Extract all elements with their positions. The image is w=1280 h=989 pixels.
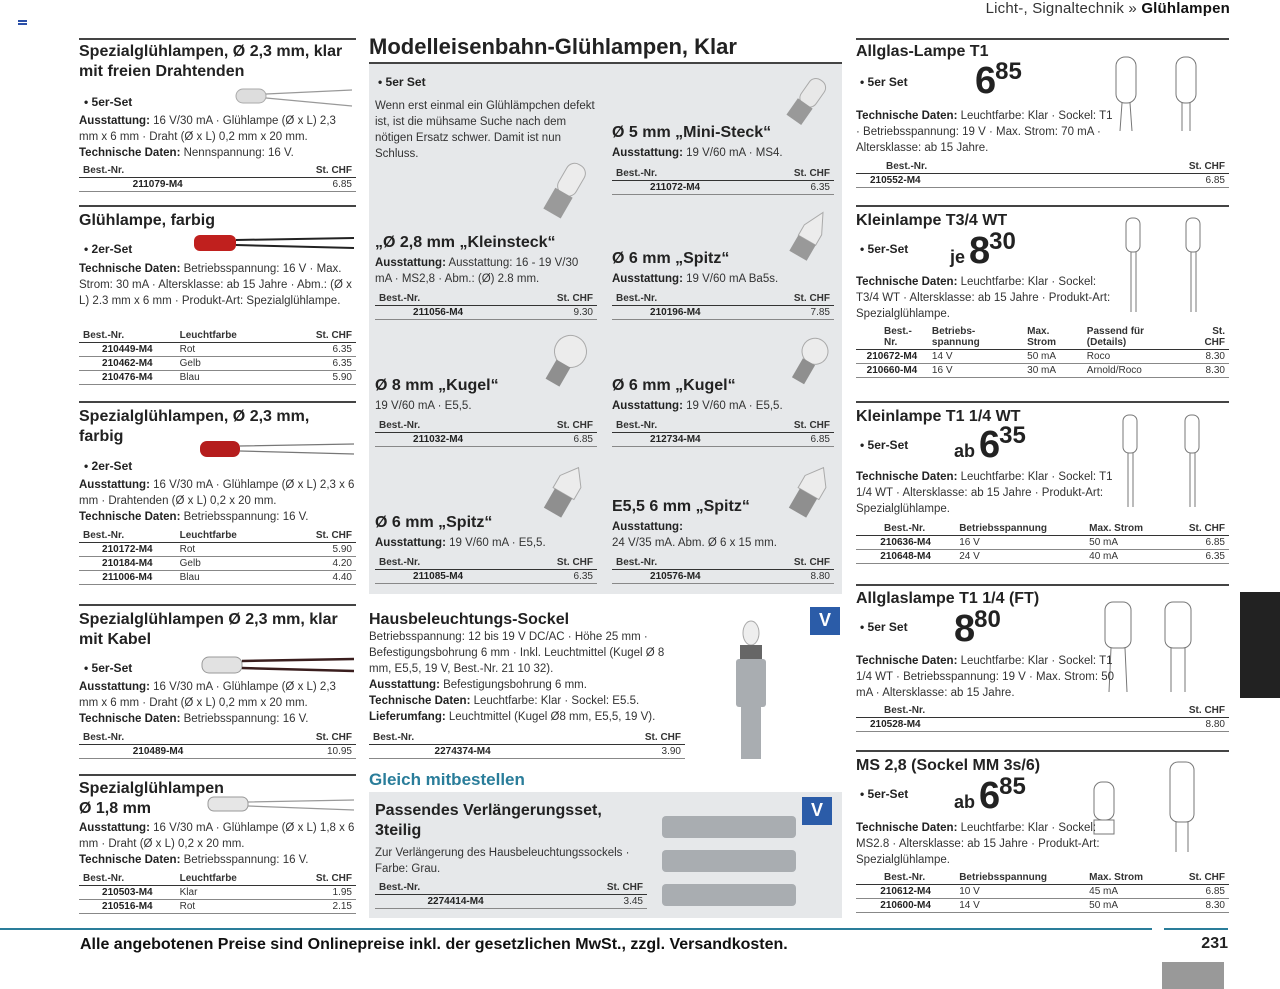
set-label: • 5er Set — [378, 75, 426, 89]
lamp-wire-clear-image — [232, 86, 356, 110]
lamp-cell: Ø 5 mm „Mini-Steck“ Ausstattung: 19 V/60 mA · MS4. — [612, 123, 834, 161]
product-title: MS 2,8 (Sockel MM 3s/6) — [856, 757, 1041, 774]
set-label: • 2er-Set — [84, 459, 132, 473]
product-title: Allglas-Lampe T1 — [856, 43, 989, 60]
table-row[interactable]: 210476-M4 Blau 5.90 — [79, 371, 356, 385]
table-row[interactable]: 210672-M4 14 V 50 mA Roco 8.30 — [856, 350, 1229, 364]
set-label: • 5er-Set — [860, 438, 908, 452]
chapter-tab — [1240, 592, 1280, 698]
page-number: 231 — [1201, 935, 1228, 952]
table-row[interactable]: 210184-M4 Gelb 4.20 — [79, 557, 356, 571]
lamp-cable-image — [198, 652, 358, 680]
lamp-t114-drawing — [1115, 405, 1230, 513]
order-table: Best.-Nr. St. CHF 210196-M4 7.85 — [612, 292, 834, 320]
table-row[interactable]: 211006-M4 Blau 4.40 — [79, 571, 356, 585]
lamp-red-image — [190, 230, 358, 258]
table-row[interactable]: 210600-M4 14 V 50 mA 8.30 — [856, 899, 1229, 913]
order-table: Best.-Nr. Leuchtfarbe St. CHF 210449-M4 Rot 6.35 210462-M4 Gelb 6.35 210476-M4 Blau 5.90 — [79, 329, 356, 385]
product-title: Passendes Verlängerungsset, 3teilig — [375, 802, 602, 839]
order-table: Best.-Nr. St. CHF 2274374-M4 3.90 — [369, 731, 685, 759]
lamp-title: Ø 6 mm „Spitz“ — [612, 250, 730, 267]
product-title: Spezialglühlampen Ø 2,3 mm, klar mit Kabel — [79, 611, 338, 648]
table-row[interactable]: 2274374-M4 3.90 — [369, 745, 685, 759]
table-row[interactable]: 210648-M4 24 V 40 mA 6.35 — [856, 550, 1229, 564]
table-row[interactable]: 211072-M4 6.35 — [612, 181, 834, 195]
table-row[interactable]: 210516-M4 Rot 2.15 — [79, 900, 356, 914]
set-label: • 5er-Set — [860, 787, 908, 801]
table-row[interactable]: 210462-M4 Gelb 6.35 — [79, 357, 356, 371]
table-row[interactable]: 211085-M4 6.35 — [375, 570, 597, 584]
table-row[interactable]: 210552-M4 6.85 — [856, 174, 1229, 188]
product-title: Spezialglühlampen, Ø 2,3 mm, farbig — [79, 408, 310, 445]
order-table: Best.-Nr. St. CHF 210552-M4 6.85 — [856, 160, 1229, 188]
order-table: Best.-Nr. St. CHF 211072-M4 6.35 — [612, 167, 834, 195]
section-title: Modelleisenbahn-Glühlampen, Klar — [369, 34, 737, 59]
set-label: • 5er-Set — [84, 95, 132, 109]
lamp-t1-drawing — [1110, 45, 1230, 135]
product-description: Technische Daten: Leuchtfarbe: Klar · Sockel: T1 1/4 WT · Betriebsspannung: 19 V · Max. Strom: 50 mA · Altersklasse: ab 15 Jahre. — [856, 655, 1115, 699]
lamp-t34-drawing — [1120, 208, 1230, 318]
lamp-title: Ø 5 mm „Mini-Steck“ — [612, 124, 772, 141]
table-row[interactable]: 211079-M4 6.85 — [79, 178, 356, 192]
lamp-cell: Ø 6 mm „Spitz“ Ausstattung: 19 V/60 mA Ba5s. — [612, 249, 834, 287]
lamp-cell: Ø 6 mm „Spitz“ Ausstattung: 19 V/60 mA · E5,5. — [375, 513, 597, 551]
product-description: Zur Verlängerung des Hausbeleuchtungssockels · Farbe: Grau. — [375, 847, 630, 875]
order-table: Best.-Nr. St. CHF 212734-M4 6.85 — [612, 419, 834, 447]
product-description: Ausstattung: 16 V/30 mA · Glühlampe (Ø x L) 2,3 mm x 6 mm · Draht (Ø x L) 0,2 mm x 20 mm. Technische Daten: Nennspannung: 16 V. — [79, 115, 336, 159]
product-description: Ausstattung: 16 V/30 mA · Glühlampe (Ø x L) 2,3 x 6 mm · Drahtenden (Ø x L) 0,2 x 20 mm. Technische Daten: Betriebsspannung: 16 V. — [79, 479, 355, 523]
table-row[interactable]: 210660-M4 16 V 30 mA Arnold/Roco 8.30 — [856, 364, 1229, 378]
product-title: Spezialglühlampen, Ø 2,3 mm, klar mit freien Drahtenden — [79, 43, 343, 80]
flag-icon — [18, 20, 27, 26]
lamp-red-wire-image — [196, 436, 358, 464]
product-description: Technische Daten: Leuchtfarbe: Klar · Sockel: T1 · Betriebsspannung: 19 V · Max. Strom: 70 mA · Altersklasse: ab 15 Jahre. — [856, 110, 1113, 154]
product-title: Hausbeleuchtungs-Sockel — [369, 611, 570, 628]
product-spezial-klar-draht — [79, 42, 356, 82]
table-row[interactable]: 210503-M4 Klar 1.95 — [79, 886, 356, 900]
table-row[interactable]: 210196-M4 7.85 — [612, 306, 834, 320]
product-description: Technische Daten: Leuchtfarbe: Klar · Sockel: T1 1/4 WT · Altersklasse: ab 15 Jahre · Produkt-Art: Spezialglühlampe. — [856, 471, 1113, 515]
product-description: Technische Daten: Leuchtfarbe: Klar · Sockel: T3/4 WT · Altersklasse: ab 15 Jahre · Produkt-Art: Spezialglühlampe. — [856, 276, 1111, 320]
table-row[interactable]: 2274414-M4 3.45 — [375, 895, 647, 909]
order-table: Best.-Nr. Leuchtfarbe St. CHF 210172-M4 Rot 5.90 210184-M4 Gelb 4.20 211006-M4 Blau 4.40 — [79, 529, 356, 585]
lamp-title: Ø 6 mm „Kugel“ — [612, 377, 736, 394]
lamp-cell: „Ø 2,8 mm „Kleinsteck“ Ausstattung: Ausstattung: 16 - 19 V/30 mA · MS2,8 · Abm.: (Ø) 2.8 mm. — [375, 233, 597, 287]
order-table: Best.-Nr. Betriebs-spannung Max. Strom Passend für (Details) St. CHF 210672-M4 14 V 50 mA Roco 8.30 210660-M4 16 V 30 mA Arnold/Roco 8.30 — [856, 325, 1229, 378]
set-label: • 2er-Set — [84, 242, 132, 256]
table-row[interactable]: 210489-M4 10.95 — [79, 745, 356, 759]
product-description: Ausstattung: 16 V/30 mA · Glühlampe (Ø x L) 1,8 x 6 mm · Draht (Ø x L) 0,2 x 20 mm. Technische Daten: Betriebsspannung: 16 V. — [79, 822, 355, 866]
product-title: Spezialglühlampen Ø 1,8 mm — [79, 780, 224, 817]
order-table: Best.-Nr. Leuchtfarbe St. CHF 210503-M4 Klar 1.95 210516-M4 Rot 2.15 — [79, 872, 356, 914]
price: je 830 — [950, 228, 1016, 272]
lamp-title: „Ø 2,8 mm „Kleinsteck“ — [375, 234, 556, 251]
product-title: Glühlampe, farbig — [79, 212, 216, 229]
lamp-title: Ø 8 mm „Kugel“ — [375, 377, 499, 394]
breadcrumb — [986, 0, 1230, 17]
viessmann-logo-icon: V — [810, 607, 840, 635]
table-row[interactable]: 211056-M4 9.30 — [375, 306, 597, 320]
set-label: • 5er Set — [860, 620, 908, 634]
footer-block — [1162, 962, 1224, 989]
order-table: Best.-Nr. St. CHF 211079-M4 6.85 — [79, 164, 356, 192]
order-table: Best.-Nr. St. CHF 2274414-M4 3.45 — [375, 881, 647, 909]
lamp-cell: Ø 6 mm „Kugel“ Ausstattung: 19 V/60 mA · E5,5. — [612, 376, 834, 414]
product-description: Ausstattung: 16 V/30 mA · Glühlampe (Ø x L) 2,3 mm x 6 mm · Draht (Ø x L) 0,2 mm x 20 mm. Technische Daten: Betriebsspannung: 16 V. — [79, 681, 336, 725]
order-table: Best.-Nr. St. CHF 210489-M4 10.95 — [79, 731, 356, 759]
extension-tubes-image — [660, 812, 800, 912]
price: ab 635 — [954, 422, 1026, 466]
product-title: Kleinlampe T1 1/4 WT — [856, 408, 1021, 425]
breadcrumb-current: Glühlampen — [1141, 0, 1230, 17]
socket-image — [726, 615, 776, 765]
table-row[interactable]: 212734-M4 6.85 — [612, 433, 834, 447]
lamp-cell: Ø 8 mm „Kugel“ 19 V/60 mA · E5,5. — [375, 376, 597, 414]
table-row[interactable]: 210576-M4 8.80 — [612, 570, 834, 584]
lamp-cell: E5,5 6 mm „Spitz“ Ausstattung: 24 V/35 mA. Abm. Ø 6 x 15 mm. — [612, 497, 834, 551]
lamp-title: Ø 6 mm „Spitz“ — [375, 514, 493, 531]
lamp-title: E5,5 6 mm „Spitz“ — [612, 498, 750, 515]
order-table: Best.-Nr. St. CHF 211056-M4 9.30 — [375, 292, 597, 320]
price: 685 — [975, 58, 1022, 102]
product-title: Kleinlampe T3/4 WT — [856, 212, 1008, 229]
table-row[interactable]: 210172-M4 Rot 5.90 — [79, 543, 356, 557]
order-table: Best.-Nr. St. CHF 210528-M4 8.80 — [856, 704, 1229, 732]
table-row[interactable]: 211032-M4 6.85 — [375, 433, 597, 447]
product-description: Betriebsspannung: 12 bis 19 V DC/AC · Höhe 25 mm · Befestigungsbohrung 6 mm · Inkl. Leuchtmittel (Kugel Ø 8 mm, E5,5, 19 V, Best.-Nr. 21 10 32). Ausstattung: Befestigungsbohrung 6 mm. Technische Daten: Leuchtfarbe: Klar · Sockel: E5.5. Lieferumfang: Leuchtmittel (Kugel Ø8 mm, E5,5, 19 V). — [369, 631, 665, 723]
price: ab 685 — [954, 773, 1026, 817]
lamp-small-clear-image — [204, 794, 358, 818]
cross-sell-heading: Gleich mitbestellen — [369, 770, 525, 789]
order-table: Best.-Nr. St. CHF 211085-M4 6.35 — [375, 556, 597, 584]
set-label: • 5er-Set — [860, 242, 908, 256]
footer-note: Alle angebotenen Preise sind Onlinepreise inkl. der gesetzlichen MwSt., zzgl. Versandkosten. — [80, 936, 788, 953]
breadcrumb-section[interactable]: Licht-, Signaltechnik » — [985, 0, 1137, 17]
table-row[interactable]: 210449-M4 Rot 6.35 — [79, 343, 356, 357]
product-description: Technische Daten: Leuchtfarbe: Klar · Sockel: MS2.8 · Altersklasse: ab 15 Jahre · Produkt-Art: Spezialglühlampe. — [856, 822, 1100, 866]
intro-text: Wenn erst einmal ein Glühlämpchen defekt ist, ist die mühsame Suche nach dem nötigen Ersatz schwer. Damit ist nun Schluss. — [375, 100, 595, 160]
set-label: • 5er Set — [860, 75, 908, 89]
table-row[interactable]: 210612-M4 10 V 45 mA 6.85 — [856, 885, 1229, 899]
order-table: Best.-Nr. Betriebsspannung Max. Strom St. CHF 210612-M4 10 V 45 mA 6.85 210600-M4 14 V 50 mA 8.30 — [856, 871, 1229, 913]
price: 880 — [954, 606, 1001, 650]
order-table: Best.-Nr. St. CHF 211032-M4 6.85 — [375, 419, 597, 447]
bulb-kleinsteck-image — [530, 155, 600, 227]
order-table: Best.-Nr. Betriebsspannung Max. Strom St. CHF 210636-M4 16 V 50 mA 6.85 210648-M4 24 V 40 mA 6.35 — [856, 522, 1229, 564]
set-label: • 5er-Set — [84, 661, 132, 675]
product-description: Technische Daten: Betriebsspannung: 16 V · Max. Strom: 30 mA · Altersklasse: ab 15 Jahre · Abm.: (Ø x L) 2.3 mm x 6 mm · Produkt-Art: Spezialglühlampe. — [79, 263, 352, 307]
table-row[interactable]: 210636-M4 16 V 50 mA 6.85 — [856, 536, 1229, 550]
table-row[interactable]: 210528-M4 8.80 — [856, 718, 1229, 732]
product-title: Allglaslampe T1 1/4 (FT) — [856, 590, 1040, 607]
order-table: Best.-Nr. St. CHF 210576-M4 8.80 — [612, 556, 834, 584]
viessmann-logo-icon: V — [802, 797, 832, 825]
